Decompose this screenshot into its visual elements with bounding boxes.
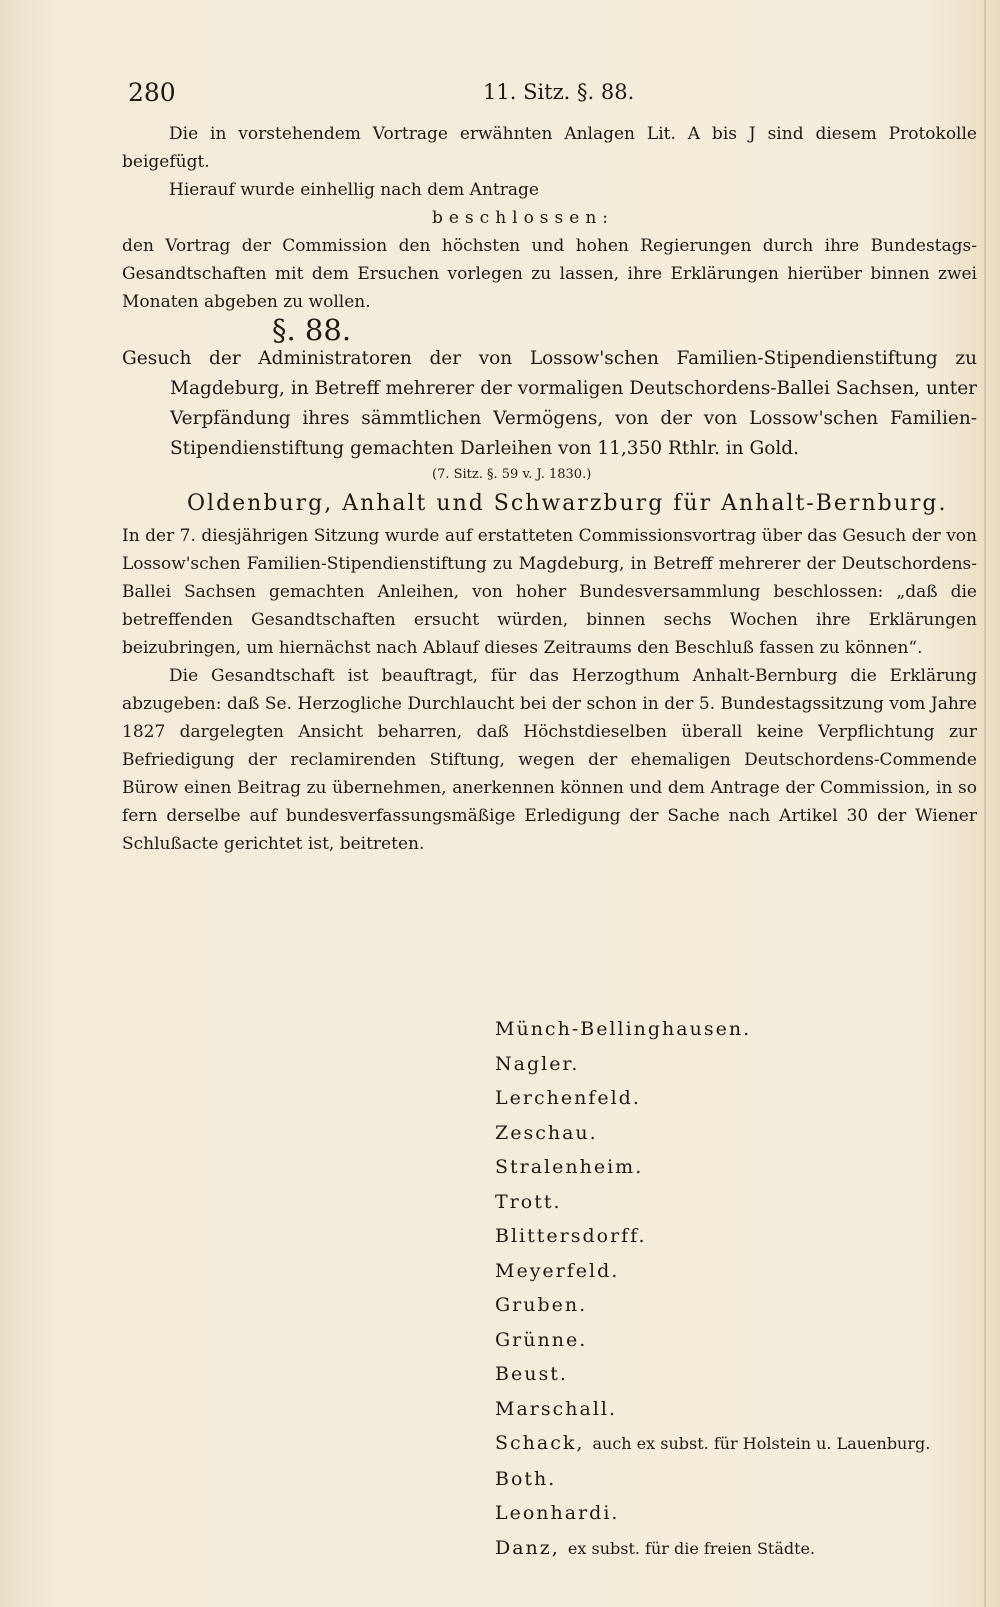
signature-line	[495, 1047, 965, 1082]
signature-name: Trott.	[495, 1190, 562, 1213]
paragraph-session-seven: In der 7. diesjährigen Sitzung wurde auf erstatteten Commissionsvortrag über das Gesuch der von Lossow'schen Familien-Stipendienstiftung zu Magdeburg, in Betreff mehrerer der Deutschordens-Ballei Sachsen gemachten Anleihen, von hoher Bundesversammlung beschlossen: „daß die betreffenden Gesandtschaften ersucht würden, binnen sechs Wochen ihre Erklärungen beizubringen, um hiernächst nach Ablauf dieses Zeitraums den Beschluß fassen zu können“.	[122, 526, 977, 658]
signature-note: auch ex subst. für Holstein u. Lauenburg.	[592, 1434, 931, 1453]
signature-name: Blittersdorff.	[495, 1225, 647, 1247]
signature-note: ex subst. für die freien Städte.	[567, 1538, 816, 1558]
signature-name: Grünne.	[495, 1328, 588, 1351]
section-reference: (7. Sitz. §. 59 v. J. 1830.)	[432, 467, 592, 482]
signature-name: Gruben.	[495, 1294, 588, 1316]
signature-name: Nagler.	[495, 1052, 580, 1075]
signature-name: Zeschau.	[495, 1121, 598, 1144]
section-heading: Gesuch der Administratoren der von Lossow'schen Familien-Stipendienstiftung zu Magdeburg, in Betreff mehrerer der vormaligen Deutschordens-Ballei Sachsen, unter Verpfändung ihres sämmtlichen Vermögens, von der von Lossow'schen Familien-Stipendienstiftung gemachten Darleihen von 11,350 Rthlr. in Gold.	[122, 348, 977, 459]
signature-line	[495, 1081, 965, 1116]
signature-name: Münch-Bellinghausen.	[495, 1018, 752, 1040]
signature-line	[495, 1323, 965, 1358]
signature-name: Both.	[495, 1467, 557, 1490]
signature-name: Lerchenfeld.	[495, 1087, 641, 1109]
resolved-word: beschlossen:	[432, 208, 614, 228]
signature-name: Meyerfeld.	[495, 1259, 620, 1282]
signature-line	[495, 1462, 965, 1497]
section-number: §. 88.	[272, 313, 352, 347]
signature-name: Marschall.	[495, 1397, 618, 1420]
page-header	[128, 78, 970, 106]
voting-states: Oldenburg, Anhalt und Schwarzburg für Anhalt-Bernburg.	[187, 491, 948, 516]
signature-name: Beust.	[495, 1363, 568, 1385]
page-body	[122, 120, 977, 858]
signature-list	[495, 1012, 965, 1566]
signature-name: Stralenheim.	[495, 1156, 644, 1178]
signature-line	[495, 1254, 965, 1289]
signature-line	[495, 1496, 965, 1531]
signature-name: Schack,	[495, 1432, 585, 1454]
paragraph-declaration: Die Gesandtschaft ist beauftragt, für das Herzogthum Anhalt-Bernburg die Erklärung abzugeben: daß Se. Herzogliche Durchlaucht bei der schon in der 5. Bundestagssitzung vom Jahre 1827 dargelegten Ansicht beharren, daß Höchstdieselben überall keine Verpflichtung zur Befriedigung der reclamirenden Stiftung, wegen der ehemaligen Deutschordens-Commende Bürow einen Beitrag zu übernehmen, anerkennen können und dem Antrage der Commission, in so fern derselbe auf bundesverfassungsmäßige Erledigung der Sache nach Artikel 30 der Wiener Schlußacte gerichtet ist, beitreten.	[122, 666, 977, 854]
signature-name: Leonhardi.	[495, 1502, 620, 1524]
paragraph-resolution: den Vortrag der Commission den höchsten und hohen Regierungen durch ihre Bundestags-Gesandtschaften mit dem Ersuchen vorlegen zu lassen, ihre Erklärungen hierüber binnen zwei Monaten abgeben zu wollen.	[122, 236, 977, 312]
signature-line	[495, 1012, 965, 1047]
signature-line	[495, 1185, 965, 1220]
signature-line	[495, 1288, 965, 1323]
signature-line	[495, 1426, 965, 1462]
signature-line	[495, 1531, 965, 1567]
signature-line	[495, 1392, 965, 1427]
signature-line	[495, 1150, 965, 1185]
signature-line	[495, 1116, 965, 1151]
running-title: 11. Sitz. §. 88.	[483, 80, 635, 104]
signature-line	[495, 1357, 965, 1392]
paragraph-unanimous: Hierauf wurde einhellig nach dem Antrage	[169, 180, 539, 200]
paragraph-annexes: Die in vorstehendem Vortrage erwähnten Anlagen Lit. A bis J sind diesem Protokolle beigefügt.	[122, 124, 977, 172]
signature-name: Danz,	[495, 1536, 560, 1559]
signature-line	[495, 1219, 965, 1254]
page-number: 280	[128, 78, 176, 107]
